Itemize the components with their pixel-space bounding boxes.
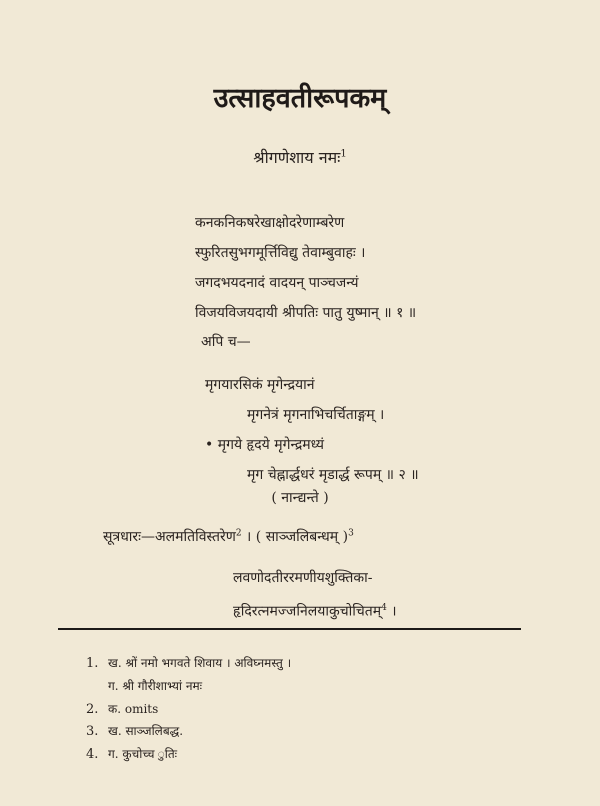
footnote-number: 1. [86, 656, 99, 671]
verse-line [233, 593, 397, 627]
invocation-text: श्रीगणेशाय नमः [253, 148, 341, 167]
footnote [86, 654, 291, 671]
page-title: उत्साहवतीरूपकम् [213, 83, 387, 114]
invocation [0, 146, 600, 168]
footnote-text: ख. साञ्जलिबद्ध. [108, 724, 184, 738]
verse-line: लवणोदतीररमणीयशुक्तिका- [233, 570, 373, 586]
verse-line: मृगयारसिकं मृगेन्द्रयानं [205, 377, 315, 393]
api-ca: अपि च— [201, 334, 251, 350]
footnote-ref-4: 4 [381, 603, 387, 613]
footnote-ref-1: 1 [340, 148, 347, 160]
footnote [86, 700, 158, 717]
footnote-number: 3. [86, 724, 99, 739]
sutradhara-line [103, 527, 354, 546]
verse-line: कनकनिकषरेखाक्षोदरेणाम्बरेण [195, 215, 345, 231]
footnote-divider [58, 628, 521, 630]
verse-line: • मृगये हृदये मृगेन्द्रमध्यं [205, 437, 325, 453]
footnote-text: ख. श्रों नमो भगवते शिवाय । अविघ्नमस्तु । [108, 656, 292, 670]
sutradhara-action: । ( साञ्जलिबन्धम् ) [241, 529, 349, 545]
verse-1 [195, 208, 416, 328]
sutradhara-text: सूत्रधारः—अलमतिविस्तरेण [103, 529, 236, 545]
footnote [86, 677, 202, 694]
footnote-number: 4. [86, 747, 99, 762]
footnote-text: ग. कुचोच्च ुतिः [108, 747, 178, 761]
verse-2 [205, 370, 419, 490]
footnote [86, 745, 177, 762]
footnote-ref-3: 3 [348, 528, 354, 539]
verse-line: जगदभयदनादं वादयन् पाञ्चजन्यं [195, 275, 359, 291]
verse-line-text: हृदिरत्नमज्जनिलयाकुचोचितम् [233, 603, 382, 620]
footnote-number: 2. [86, 702, 99, 717]
verse-3 [233, 563, 397, 627]
footnote-ref-2: 2 [235, 528, 242, 539]
footnote-text: ग. श्री गौरीशाभ्यां नमः [108, 679, 203, 693]
footnote-text: क. omits [108, 702, 159, 716]
verse-line: मृगनेत्रं मृगनाभिचर्चिताङ्गम् । [247, 407, 385, 423]
stage-direction: ( नान्द्यन्ते ) [271, 490, 329, 506]
verse-line: मृग चेह्नार्द्धधरं मृडार्द्ध रूपम् ॥ २ ॥ [247, 467, 419, 483]
footnote [86, 722, 183, 739]
verse-danda: । [386, 603, 397, 620]
verse-line: विजयविजयदायी श्रीपतिः पातु युष्मान् ॥ १ ॥ [195, 305, 417, 321]
verse-line: स्फुरितसुभगमूर्त्तिविद्यु तेवाम्बुवाहः । [195, 245, 366, 261]
